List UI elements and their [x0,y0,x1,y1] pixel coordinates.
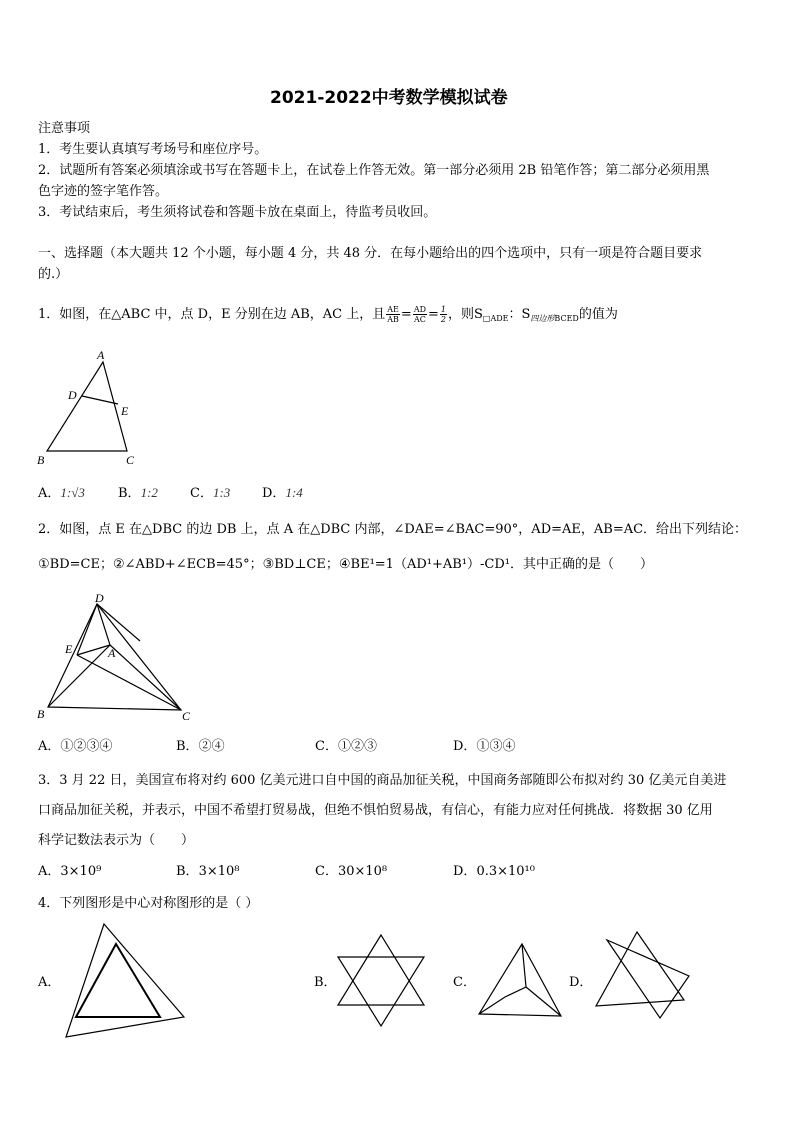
q1-option-c-value: 1:3 [212,485,231,500]
q3-option-c-label: C． [315,864,338,879]
q1-option-d-label: D． [262,486,286,501]
q4-figure-d [596,932,689,1018]
q1-sub2a: 四边形 [530,314,555,323]
q3-option-d-label: D． [453,864,477,879]
q2-option-c-value: ①②③ [337,739,377,754]
q1-option-c-label: C． [190,486,213,501]
q2-option-b-label: B． [176,739,199,754]
q4-figure-b [338,935,424,1026]
q4-option-c-label[interactable]: C． [453,975,476,990]
q1-eq2: = [428,307,439,322]
q4-figure-a [66,924,184,1037]
q4-c-inner-line-2 [526,987,561,1016]
q4-b-triangle-down [338,957,424,1026]
q1-frac1-den: AB [387,315,399,324]
q4-option-a-label[interactable]: A． [38,975,61,990]
q4-figure-c [479,944,561,1016]
q2-option-d-label: D． [453,739,477,754]
q1-colon: ：S [508,307,531,322]
q1-mid: ，则S [448,307,483,322]
q2-option-a-label: A． [38,739,61,754]
q3-option-c-value: 30×10⁸ [337,864,388,879]
q1-label-d: D [68,388,77,402]
notice-line-1: 1．考生要认真填写考场号和座位序号。 [38,142,268,157]
notice-line-2a: 2．试题所有答案必须填涂或书写在答题卡上，在试卷上作答无效。第一部分必须用 2B 铅笔作答；第二部分必须用黑 [38,163,710,178]
q2-option-b-value: ②④ [198,739,225,754]
q2-option-a-value: ①②③④ [60,739,113,754]
notice-heading: 注意事项 [38,121,91,136]
q2-label-c: C [182,709,191,723]
q1-eq: = [400,307,412,322]
q1-frac2-den: AC [413,315,426,324]
q4-a-triangle-inner [76,944,160,1017]
q4-a-triangle-outer [66,924,184,1037]
q1-option-d-value: 1:4 [285,485,303,500]
q1-frac1-num: AE [387,305,399,314]
q1-suffix: 的值为 [578,307,618,322]
q3-option-a-value: 3×10⁹ [60,864,102,879]
q2-label-e: E [65,642,73,656]
q3-stem-line-1: 3．3 月 22 日，美国宣布将对约 600 亿美元进口自中国的商品加征关税，中国商务部随即公布拟对约 30 亿美元自美进 [38,773,727,788]
q1-label-c: C [126,453,135,467]
q1-frac3-den: 2 [440,315,447,324]
q4-b-triangle-up [338,935,424,1005]
q1-sub2b: BCED [554,314,579,323]
q1-label-e: E [121,404,129,418]
q1-label-b: B [37,453,45,467]
q3-stem-line-2: 口商品加征关税，并表示，中国不希望打贸易战，但绝不惧怕贸易战，有信心，有能力应对任何挑战．将数据 30 亿用 [38,803,713,818]
q2-label-b: B [37,707,45,721]
q1-frac3-num: 1 [440,305,447,314]
q1-label-a: A [97,348,105,362]
q2-stem-line-1: 2．如图，点 E 在△DBC 的边 DB 上，点 A 在△DBC 内部，∠DAE=∠BAC=90°，AD=AE，AB=AC．给出下列结论： [38,522,748,537]
q2-option-d-value: ①③④ [476,739,516,754]
q4-stem: 4．下列图形是中心对称图形的是（ ） [38,896,259,911]
q1-option-b-label: B． [118,486,141,501]
q2-stem-line-2: ①BD=CE；②∠ABD+∠ECB=45°；③BD⊥CE；④BE¹=1（AD¹+AB¹）-CD¹．其中正确的是（ ） [38,557,653,572]
q1-frac2-num: AD [413,305,427,314]
q2-label-a: A [108,646,116,660]
q2-label-d: D [95,591,104,605]
q1-option-b-value: 1:2 [140,485,158,500]
q3-option-b-label: B． [176,864,199,879]
q3-option-b-value: 3×10⁸ [198,864,240,879]
q3-option-a-label: A． [38,864,61,879]
notice-line-3: 3．考试结束后，考生须将试卷和答题卡放在桌面上，待监考员收回。 [38,205,437,220]
notice-line-2b: 色字迹的签字笔作答。 [38,184,169,199]
q2-option-c-label: C． [315,739,338,754]
q3-option-d-value: 0.3×10¹⁰ [476,864,535,879]
q1-prefix: 1．如图，在△ABC 中，点 D，E 分别在边 AB，AC 上，且 [38,307,386,322]
section-heading-line-1: 一、选择题（本大题共 12 个小题，每小题 4 分，共 48 分．在每小题给出的四个选项中，只有一项是符合题目要求 [38,246,703,261]
q1-option-a-value: 1:√3 [60,485,85,500]
q3-stem-line-3: 科学记数法表示为（ ） [38,833,195,848]
q1-sub1: □ADE [482,314,509,323]
q4-option-d-label[interactable]: D． [569,975,593,990]
q4-option-b-label[interactable]: B． [314,975,337,990]
q4-d-triangle-2 [607,940,689,1018]
page-title: 2021-2022中考数学模拟试卷 [270,88,508,108]
q1-option-a-label: A． [38,486,61,501]
section-heading-line-2: 的.） [38,267,69,282]
